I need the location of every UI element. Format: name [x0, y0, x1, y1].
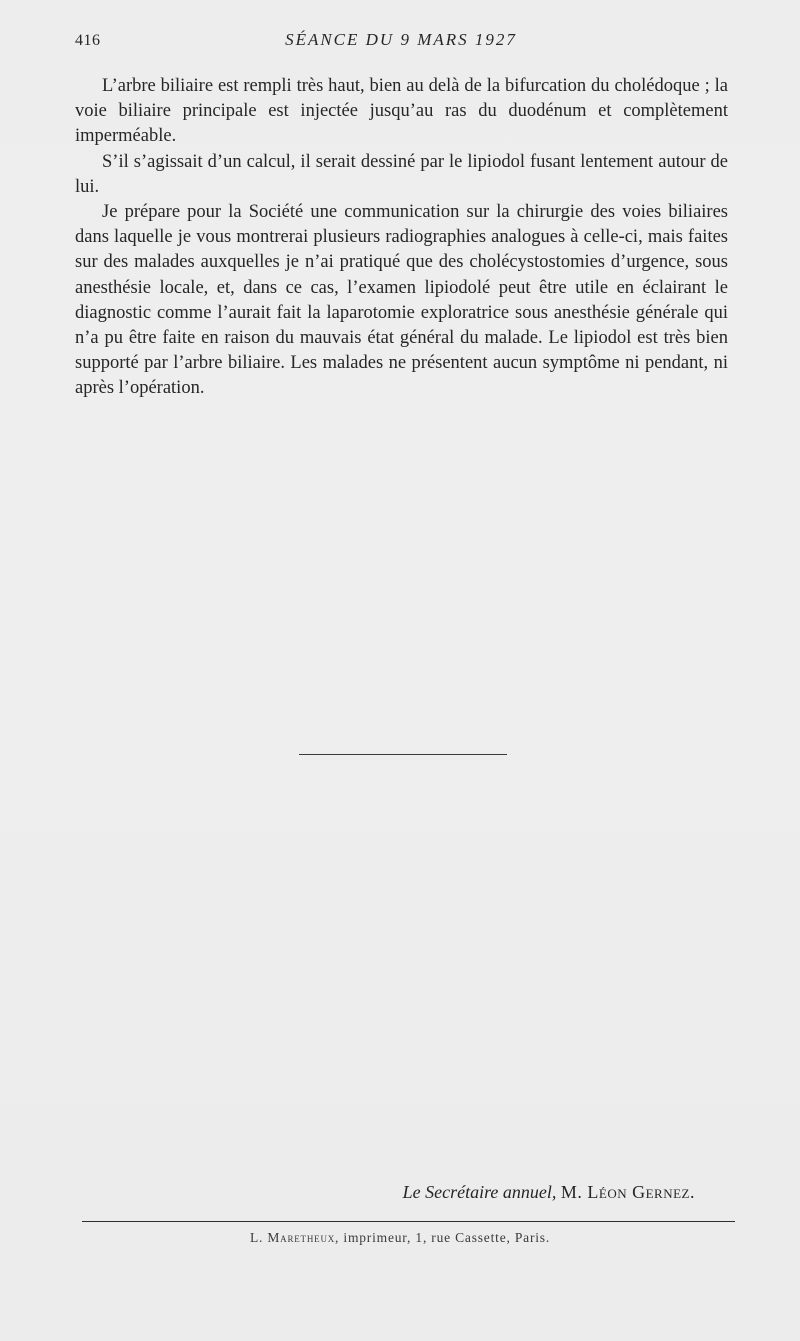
running-head: SÉANCE DU 9 MARS 1927 [285, 30, 517, 49]
paragraph: S’il s’agissait d’un calcul, il serait dessiné par le lipiodol fusant lentement autour de lui. [75, 151, 728, 197]
paragraph: Je prépare pour la Société une communication sur la chirurgie des voies biliaires dans laquelle je vous montrerai plusieurs radiographies analogues à celle-ci, mais faites sur des malades auxquelles je n’ai pratiqué que des cholécystostomies d’urgence, sous anesthésie locale, et, dans ce cas, l’examen lipiodolé peut être utile en éclairant le diagnostic comme l’aurait fait la laparotomie exploratrice sous anesthésie générale qui n’a pu être faite en raison du mauvais état général du malade. Le lipiodol est très bien supporté par l’arbre biliaire. Les malades ne présentent aucun symptôme ni pendant, ni après l’opération. [75, 202, 728, 399]
signature [403, 1182, 695, 1203]
section-divider [299, 754, 507, 755]
signature-role: Le Secrétaire annuel, [402, 1182, 557, 1202]
footer-rule [82, 1221, 735, 1222]
signature-name: M. Léon Gernez. [560, 1182, 695, 1202]
printer-imprint [0, 1230, 800, 1246]
body-text [75, 74, 728, 402]
page-header [75, 30, 727, 54]
printer-name: L. Maretheux [249, 1230, 336, 1245]
page-number: 416 [75, 32, 101, 49]
paragraph: L’arbre biliaire est rempli très haut, bien au delà de la bifurcation du cholédoque ; la voie biliaire principale est injectée jusqu’au ras du duodénum et complètement imperméable. [75, 76, 728, 147]
printer-address: , imprimeur, 1, rue Cassette, Paris. [335, 1230, 551, 1245]
